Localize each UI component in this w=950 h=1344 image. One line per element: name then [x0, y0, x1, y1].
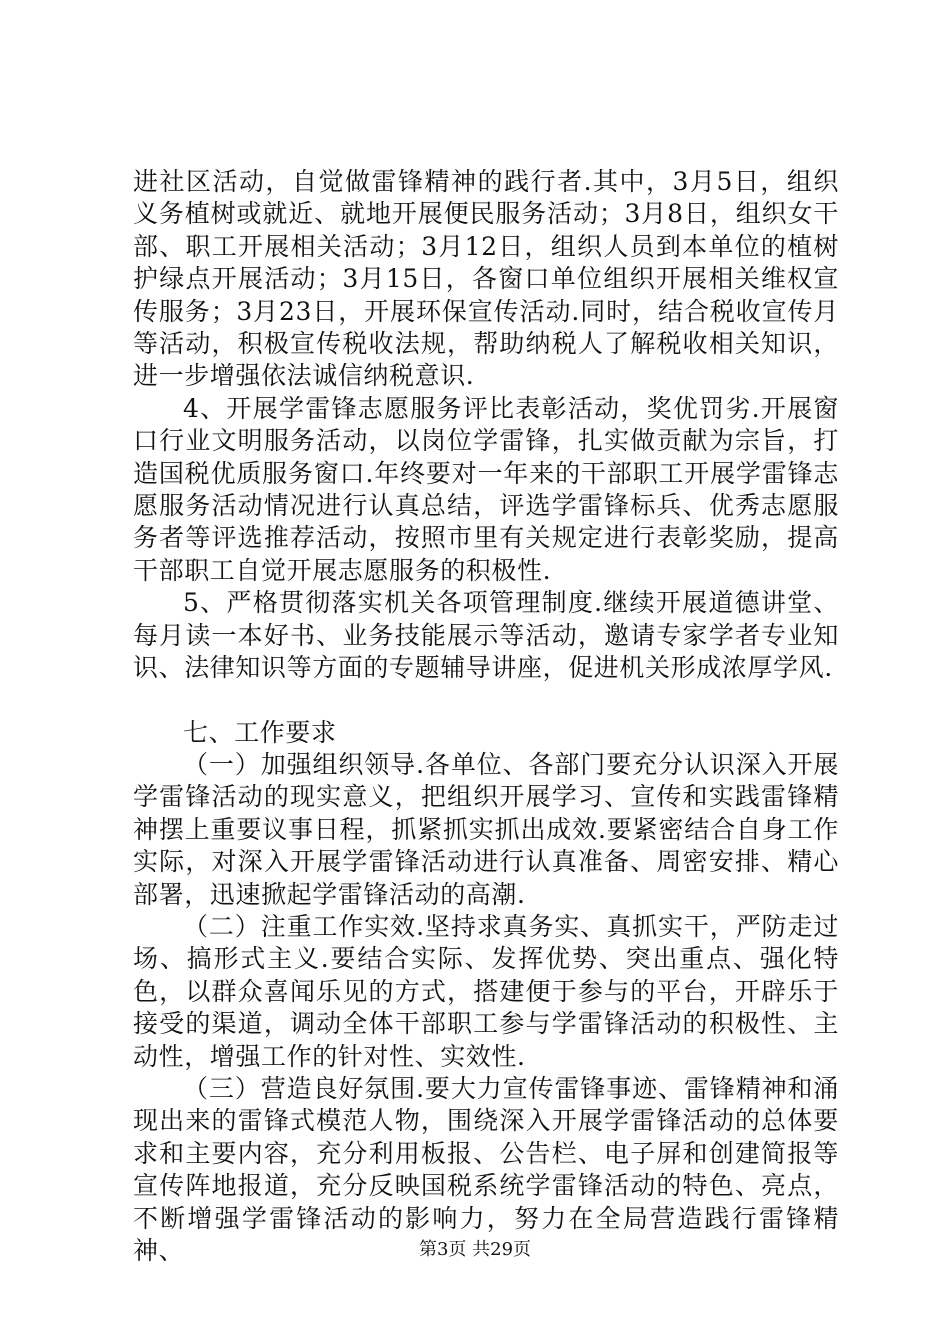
paragraph-requirement-1: （一）加强组织领导.各单位、各部门要充分认识深入开展学雷锋活动的现实意义，把组织开展学习、宣传和实践雷锋精神摆上重要议事日程，抓紧抓实抓出成效.要紧密结合自身工作实际，对深入开展学雷锋活动进行认真准备、周密安排、精心部署，迅速掀起学雷锋活动的高潮.: [133, 749, 839, 909]
page-number-footer: 第3页 共29页: [418, 1239, 532, 1260]
document-body: [133, 166, 839, 1267]
paragraph-requirement-2: （二）注重工作实效.坚持求真务实、真抓实干，严防走过场、搞形式主义.要结合实际、发挥优势、突出重点、强化特色，以群众喜闻乐见的方式，搭建便于参与的平台，开辟乐于接受的渠道，调动全体干部职工参与学雷锋活动的积极性、主动性，增强工作的针对性、实效性.: [133, 911, 839, 1071]
paragraph-item-5: 5、严格贯彻落实机关各项管理制度.继续开展道德讲堂、每月读一本好书、业务技能展示等活动，邀请专家学者专业知识、法律知识等方面的专题辅导讲座，促进机关形成浓厚学风.: [133, 588, 839, 683]
paragraph-requirement-3: （三）营造良好氛围.要大力宣传雷锋事迹、雷锋精神和涌现出来的雷锋式模范人物，围绕深入开展学雷锋活动的总体要求和主要内容，充分利用板报、公告栏、电子屏和创建简报等宣传阵地报道，充分反映国税系统学雷锋活动的特色、亮点，不断增强学雷锋活动的影响力，努力在全局营造践行雷锋精神、: [133, 1073, 839, 1265]
paragraph-continuation: 进社区活动，自觉做雷锋精神的践行者.其中，3月5日，组织义务植树或就近、就地开展便民服务活动；3月8日，组织女干部、职工开展相关活动；3月12日，组织人员到本单位的植树护绿点开展活动；3月15日，各窗口单位组织开展相关维权宣传服务；3月23日，开展环保宣传活动.同时，结合税收宣传月等活动，积极宣传税收法规，帮助纳税人了解税收相关知识，进一步增强依法诚信纳税意识.: [133, 167, 839, 391]
paragraph-item-4: 4、开展学雷锋志愿服务评比表彰活动，奖优罚劣.开展窗口行业文明服务活动，以岗位学雷锋，扎实做贡献为宗旨，打造国税优质服务窗口.年终要对一年来的干部职工开展学雷锋志愿服务活动情况进行认真总结，评选学雷锋标兵、优秀志愿服务者等评选推荐活动，按照市里有关规定进行表彰奖励，提高干部职工自觉开展志愿服务的积极性.: [133, 393, 839, 585]
section-heading: 七、工作要求: [183, 717, 337, 747]
